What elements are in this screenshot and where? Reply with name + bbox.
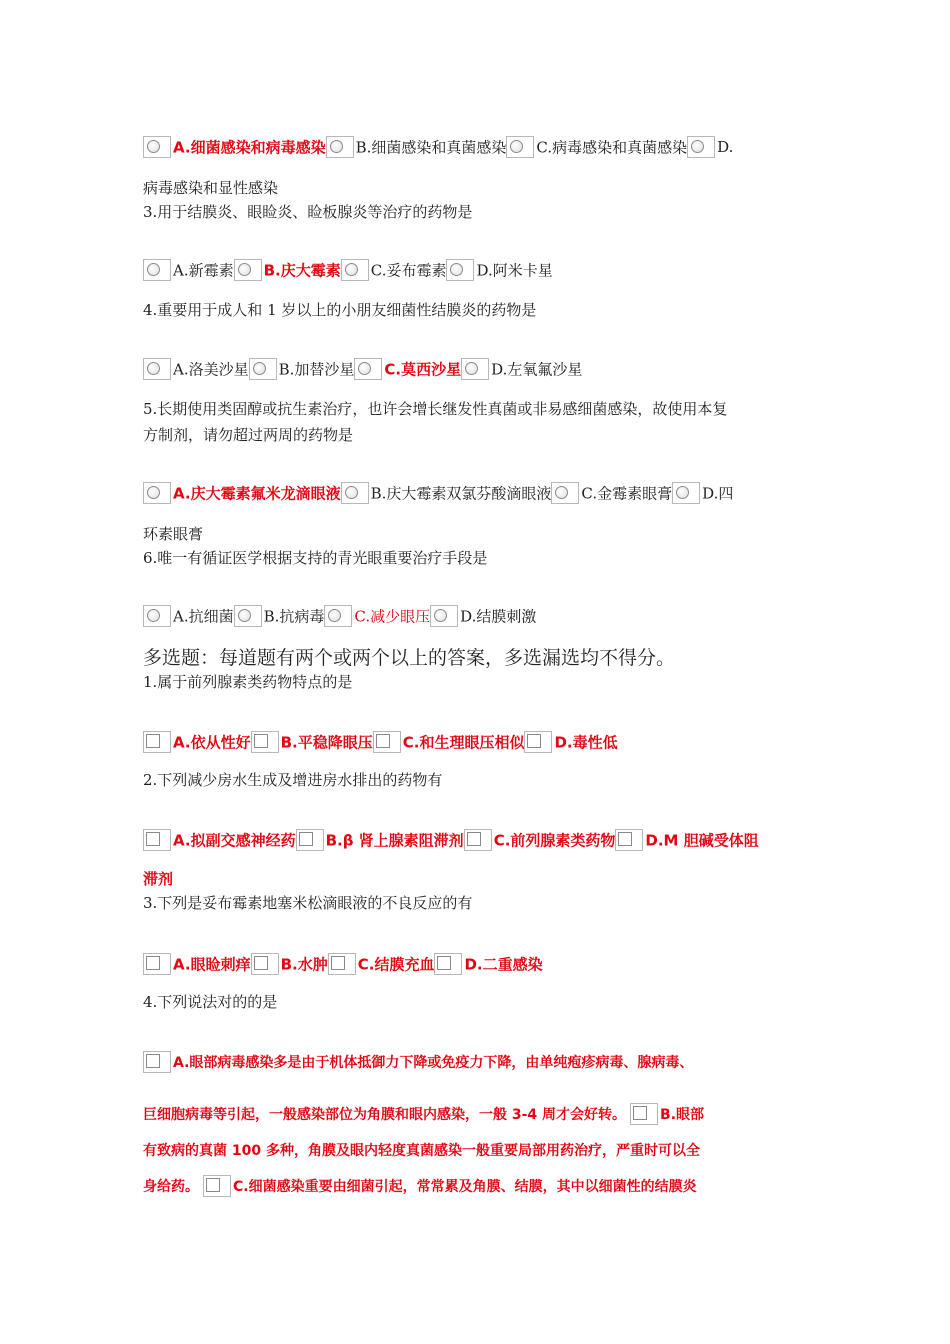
m1-checkbox-c[interactable]: [373, 731, 401, 753]
m1-checkbox-b[interactable]: [251, 731, 279, 753]
q4-radio-b[interactable]: [249, 358, 277, 380]
m4-option-b-start: B.眼部: [660, 1107, 705, 1123]
q2-radio-c[interactable]: [506, 136, 534, 158]
checkbox-icon: [331, 956, 345, 970]
radio-icon: [147, 609, 160, 622]
radio-icon: [238, 609, 251, 622]
m2-options: [143, 829, 808, 855]
checkbox-icon: [633, 1106, 647, 1120]
radio-icon: [676, 486, 689, 499]
m2-checkbox-a[interactable]: [143, 829, 171, 851]
q5-radio-c[interactable]: [551, 482, 579, 504]
q6-option-a: A.抗细菌: [173, 607, 234, 626]
m4-checkbox-a[interactable]: [143, 1051, 171, 1073]
q3-option-a: A.新霉素: [173, 261, 234, 280]
q5-option-a: A.庆大霉素氟米龙滴眼液: [173, 484, 341, 503]
m3-checkbox-b[interactable]: [251, 953, 279, 975]
q5-option-b: B.庆大霉素双氯芬酸滴眼液: [370, 484, 552, 503]
m4-option-b-line2: 有致病的真菌 100 多种，角膜及眼内轻度真菌感染一般重要局部用药治疗，严重时可以全: [143, 1143, 700, 1159]
radio-icon: [328, 609, 341, 622]
m1-option-a: A.依从性好: [173, 733, 251, 752]
q6-option-d: D.结膜刺激: [460, 607, 537, 626]
q6-options: [143, 605, 808, 631]
q2-option-b: B.细菌感染和真菌感染: [355, 138, 507, 157]
radio-icon: [555, 486, 568, 499]
m2-option-d: D.M 胆碱受体阻: [645, 831, 759, 850]
radio-icon: [147, 486, 160, 499]
q6-radio-a[interactable]: [143, 605, 171, 627]
m2-checkbox-b[interactable]: [296, 829, 324, 851]
checkbox-icon: [146, 832, 160, 846]
q5-question-line2: 方制剂，请勿超过两周的药物是: [143, 426, 354, 444]
m4-option-b-line3: 身给药。: [143, 1179, 199, 1195]
radio-icon: [434, 609, 447, 622]
q6-option-c: C.减少眼压: [354, 607, 431, 626]
checkbox-icon: [146, 956, 160, 970]
q5-option-d-cont: 环素眼膏: [143, 525, 204, 543]
radio-icon: [238, 263, 251, 276]
m4-option-a-line2-row: [143, 1103, 808, 1129]
q5-option-d: D.四: [702, 484, 734, 503]
radio-icon: [345, 486, 358, 499]
q4-option-c: C.莫西沙星: [384, 360, 462, 379]
m1-option-d: D.毒性低: [554, 733, 618, 752]
m3-checkbox-a[interactable]: [143, 953, 171, 975]
m4-option-a-row: [143, 1051, 808, 1077]
m1-option-c: C.和生理眼压相似: [402, 733, 525, 752]
radio-icon: [147, 362, 160, 375]
q3-option-d: D.阿米卡星: [476, 261, 553, 280]
m1-question: 1.属于前列腺素类药物特点的是: [143, 673, 353, 691]
q4-option-d: D.左氧氟沙星: [491, 360, 583, 379]
radio-icon: [147, 263, 160, 276]
q2-options: [143, 136, 808, 162]
q6-option-b: B.抗病毒: [263, 607, 325, 626]
checkbox-icon: [618, 832, 632, 846]
m4-option-a-line1: A.眼部病毒感染多是由于机体抵御力下降或免疫力下降，由单纯疱疹病毒、腺病毒、: [173, 1055, 694, 1071]
q3-options: [143, 259, 808, 285]
q2-radio-d[interactable]: [687, 136, 715, 158]
m3-checkbox-c[interactable]: [328, 953, 356, 975]
m2-checkbox-c[interactable]: [464, 829, 492, 851]
m4-option-c-start: C.细菌感染重要由细菌引起，常常累及角膜、结膜，其中以细菌性的结膜炎: [233, 1179, 697, 1195]
m3-option-b: B.水肿: [280, 955, 328, 974]
q6-radio-b[interactable]: [234, 605, 262, 627]
m4-checkbox-c[interactable]: [203, 1175, 231, 1197]
checkbox-icon: [467, 832, 481, 846]
radio-icon: [691, 140, 704, 153]
q4-radio-c[interactable]: [354, 358, 382, 380]
q3-option-c: C.妥布霉素: [370, 261, 447, 280]
m2-option-d-cont: 滞剂: [143, 870, 174, 888]
radio-icon: [465, 362, 478, 375]
q4-option-b: B.加替沙星: [278, 360, 355, 379]
q3-radio-a[interactable]: [143, 259, 171, 281]
q5-question-line1: 5.长期使用类固醇或抗生素治疗，也许会增长继发性真菌或非易感细菌感染，故使用本复: [143, 400, 728, 418]
q3-radio-c[interactable]: [341, 259, 369, 281]
q5-option-c: C.金霉素眼膏: [581, 484, 673, 503]
m1-checkbox-a[interactable]: [143, 731, 171, 753]
checkbox-icon: [437, 956, 451, 970]
q2-option-d: D.: [717, 138, 734, 156]
q6-radio-d[interactable]: [430, 605, 458, 627]
q5-radio-d[interactable]: [672, 482, 700, 504]
q2-radio-a[interactable]: [143, 136, 171, 158]
m3-question: 3.下列是妥布霉素地塞米松滴眼液的不良反应的有: [143, 894, 473, 912]
multi-choice-heading: 多选题：每道题有两个或两个以上的答案，多选漏选均不得分。: [143, 647, 676, 669]
m2-option-b: B.β 肾上腺素阻滞剂: [325, 831, 464, 850]
q3-radio-d[interactable]: [446, 259, 474, 281]
q2-option-a: A.细菌感染和病毒感染: [173, 138, 326, 157]
checkbox-icon: [299, 832, 313, 846]
q6-radio-c[interactable]: [324, 605, 352, 627]
q3-radio-b[interactable]: [234, 259, 262, 281]
m3-option-c: C.结膜充血: [357, 955, 435, 974]
radio-icon: [253, 362, 266, 375]
q4-option-a: A.洛美沙星: [173, 360, 249, 379]
m4-option-b-line3-row: [143, 1175, 808, 1201]
checkbox-icon: [146, 1054, 160, 1068]
checkbox-icon: [254, 734, 268, 748]
q3-option-b: B.庆大霉素: [263, 261, 341, 280]
q5-radio-b[interactable]: [341, 482, 369, 504]
q4-options: [143, 358, 808, 384]
m2-option-c: C.前列腺素类药物: [493, 831, 616, 850]
m3-option-a: A.眼睑刺痒: [173, 955, 251, 974]
q4-question: 4.重要用于成人和 1 岁以上的小朋友细菌性结膜炎的药物是: [143, 301, 537, 319]
m1-options: [143, 731, 808, 757]
checkbox-icon: [376, 734, 390, 748]
checkbox-icon: [146, 734, 160, 748]
q2-option-d-cont: 病毒感染和显性感染: [143, 179, 279, 197]
q4-radio-d[interactable]: [461, 358, 489, 380]
radio-icon: [358, 362, 371, 375]
radio-icon: [345, 263, 358, 276]
radio-icon: [510, 140, 523, 153]
m1-checkbox-d[interactable]: [524, 731, 552, 753]
m2-question: 2.下列减少房水生成及增进房水排出的药物有: [143, 771, 443, 789]
m4-question: 4.下列说法对的的是: [143, 993, 278, 1011]
m1-option-b: B.平稳降眼压: [280, 733, 373, 752]
checkbox-icon: [254, 956, 268, 970]
m3-option-d: D.二重感染: [464, 955, 543, 974]
m4-checkbox-b[interactable]: [630, 1103, 658, 1125]
q5-radio-a[interactable]: [143, 482, 171, 504]
radio-icon: [330, 140, 343, 153]
m3-checkbox-d[interactable]: [434, 953, 462, 975]
m3-options: [143, 953, 808, 979]
m2-option-a: A.拟副交感神经药: [173, 831, 296, 850]
q3-question: 3.用于结膜炎、眼睑炎、睑板腺炎等治疗的药物是: [143, 203, 473, 221]
m2-checkbox-d[interactable]: [615, 829, 643, 851]
q4-radio-a[interactable]: [143, 358, 171, 380]
q2-radio-b[interactable]: [326, 136, 354, 158]
q5-options: [143, 482, 808, 508]
radio-icon: [450, 263, 463, 276]
q6-question: 6.唯一有循证医学根据支持的青光眼重要治疗手段是: [143, 549, 488, 567]
m4-option-a-line2: 巨细胞病毒等引起，一般感染部位为角膜和眼内感染，一般 3-4 周才会好转。: [143, 1107, 627, 1123]
radio-icon: [147, 140, 160, 153]
q2-option-c: C.病毒感染和真菌感染: [536, 138, 688, 157]
checkbox-icon: [527, 734, 541, 748]
checkbox-icon: [206, 1178, 220, 1192]
